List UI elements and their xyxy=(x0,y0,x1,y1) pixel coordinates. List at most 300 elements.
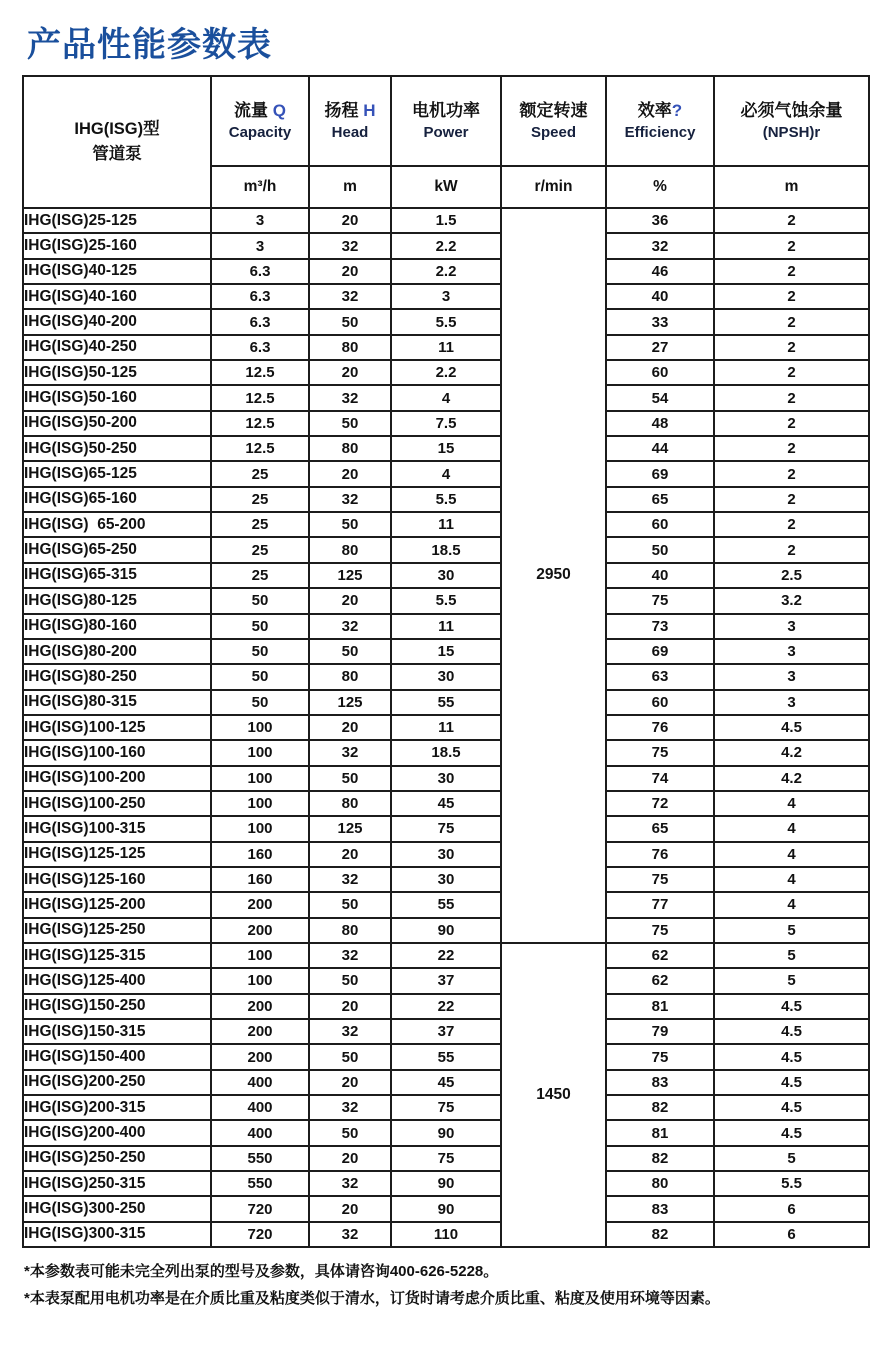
head-cell: 50 xyxy=(309,968,391,993)
power-cell: 37 xyxy=(391,968,501,993)
head-cell: 20 xyxy=(309,715,391,740)
npsh-cell: 3 xyxy=(714,614,869,639)
unit-speed: r/min xyxy=(501,166,606,208)
capacity-cell: 100 xyxy=(211,766,309,791)
npsh-cell: 3.2 xyxy=(714,588,869,613)
capacity-cell: 100 xyxy=(211,740,309,765)
capacity-cell: 400 xyxy=(211,1095,309,1120)
head-cell: 50 xyxy=(309,1120,391,1145)
table-row xyxy=(23,690,869,715)
capacity-cell: 200 xyxy=(211,994,309,1019)
capacity-cell: 100 xyxy=(211,791,309,816)
model-cell: IHG(ISG)250-315 xyxy=(23,1171,211,1196)
table-row xyxy=(23,537,869,562)
capacity-cell: 550 xyxy=(211,1146,309,1171)
table-row xyxy=(23,436,869,461)
npsh-cell: 2 xyxy=(714,284,869,309)
table-row xyxy=(23,208,869,233)
table-row xyxy=(23,309,869,334)
capacity-cell: 25 xyxy=(211,512,309,537)
head-cell: 32 xyxy=(309,385,391,410)
model-cell: IHG(ISG)100-125 xyxy=(23,715,211,740)
power-cell: 11 xyxy=(391,715,501,740)
model-cell: IHG(ISG)40-125 xyxy=(23,259,211,284)
table-row xyxy=(23,664,869,689)
power-cell: 75 xyxy=(391,1095,501,1120)
power-cell: 18.5 xyxy=(391,537,501,562)
table-row xyxy=(23,968,869,993)
efficiency-cell: 48 xyxy=(606,411,714,436)
capacity-cell: 12.5 xyxy=(211,436,309,461)
head-cell: 32 xyxy=(309,740,391,765)
efficiency-cell: 63 xyxy=(606,664,714,689)
capacity-cell: 100 xyxy=(211,715,309,740)
model-cell: IHG(ISG)80-315 xyxy=(23,690,211,715)
power-cell: 90 xyxy=(391,1120,501,1145)
model-cell: IHG(ISG)100-200 xyxy=(23,766,211,791)
efficiency-cell: 69 xyxy=(606,461,714,486)
efficiency-cell: 75 xyxy=(606,918,714,943)
footnotes xyxy=(24,1258,720,1312)
head-cell: 80 xyxy=(309,791,391,816)
efficiency-cell: 75 xyxy=(606,1044,714,1069)
npsh-cell: 2 xyxy=(714,233,869,258)
head-cell: 20 xyxy=(309,360,391,385)
efficiency-cell: 62 xyxy=(606,968,714,993)
capacity-cell: 12.5 xyxy=(211,360,309,385)
head-cell: 80 xyxy=(309,436,391,461)
efficiency-cell: 62 xyxy=(606,943,714,968)
capacity-cell: 50 xyxy=(211,664,309,689)
capacity-cell: 3 xyxy=(211,208,309,233)
table-row xyxy=(23,385,869,410)
model-cell: IHG(ISG)150-315 xyxy=(23,1019,211,1044)
power-cell: 55 xyxy=(391,690,501,715)
head-cell: 20 xyxy=(309,1070,391,1095)
capacity-cell: 6.3 xyxy=(211,335,309,360)
efficiency-cell: 75 xyxy=(606,867,714,892)
npsh-cell: 2 xyxy=(714,309,869,334)
unit-power: kW xyxy=(391,166,501,208)
header-head-zh: 扬程 xyxy=(324,100,359,120)
header-capacity-zh: 流量 xyxy=(234,100,269,120)
model-cell: IHG(ISG)125-160 xyxy=(23,867,211,892)
power-cell: 30 xyxy=(391,766,501,791)
model-cell: IHG(ISG)65-125 xyxy=(23,461,211,486)
table-row xyxy=(23,918,869,943)
efficiency-cell: 60 xyxy=(606,512,714,537)
head-cell: 80 xyxy=(309,918,391,943)
efficiency-cell: 83 xyxy=(606,1196,714,1221)
table-row xyxy=(23,867,869,892)
efficiency-cell: 33 xyxy=(606,309,714,334)
head-cell: 32 xyxy=(309,1171,391,1196)
power-cell: 15 xyxy=(391,436,501,461)
head-cell: 32 xyxy=(309,614,391,639)
table-row xyxy=(23,512,869,537)
table-row xyxy=(23,284,869,309)
capacity-cell: 200 xyxy=(211,892,309,917)
header-efficiency-zh: 效率 xyxy=(637,100,672,120)
unit-npsh: m xyxy=(714,166,869,208)
table-row xyxy=(23,487,869,512)
npsh-cell: 2 xyxy=(714,385,869,410)
npsh-cell: 2 xyxy=(714,436,869,461)
efficiency-cell: 80 xyxy=(606,1171,714,1196)
table-row xyxy=(23,740,869,765)
power-cell: 5.5 xyxy=(391,487,501,512)
table-row xyxy=(23,563,869,588)
head-cell: 50 xyxy=(309,639,391,664)
table-row xyxy=(23,892,869,917)
header-capacity-symbol: Q xyxy=(272,100,286,120)
npsh-cell: 4.5 xyxy=(714,1095,869,1120)
power-cell: 11 xyxy=(391,335,501,360)
efficiency-cell: 82 xyxy=(606,1146,714,1171)
model-cell: IHG(ISG)50-250 xyxy=(23,436,211,461)
power-cell: 5.5 xyxy=(391,588,501,613)
table-row xyxy=(23,1196,869,1221)
power-cell: 2.2 xyxy=(391,360,501,385)
head-cell: 32 xyxy=(309,867,391,892)
efficiency-cell: 54 xyxy=(606,385,714,410)
header-power xyxy=(391,76,501,166)
head-cell: 32 xyxy=(309,1095,391,1120)
model-cell: IHG(ISG)150-400 xyxy=(23,1044,211,1069)
npsh-cell: 4.2 xyxy=(714,740,869,765)
power-cell: 90 xyxy=(391,1196,501,1221)
npsh-cell: 4 xyxy=(714,816,869,841)
npsh-cell: 4.2 xyxy=(714,766,869,791)
header-power-en: Power xyxy=(423,123,469,141)
capacity-cell: 160 xyxy=(211,867,309,892)
npsh-cell: 3 xyxy=(714,664,869,689)
header-speed-en: Speed xyxy=(530,123,576,141)
model-cell: IHG(ISG)50-200 xyxy=(23,411,211,436)
table-row xyxy=(23,1070,869,1095)
header-speed xyxy=(501,76,606,166)
table-row xyxy=(23,1171,869,1196)
power-cell: 110 xyxy=(391,1222,501,1247)
head-cell: 50 xyxy=(309,309,391,334)
npsh-cell: 2 xyxy=(714,461,869,486)
table-row xyxy=(23,461,869,486)
capacity-cell: 50 xyxy=(211,614,309,639)
head-cell: 20 xyxy=(309,842,391,867)
table-row xyxy=(23,233,869,258)
npsh-cell: 5 xyxy=(714,968,869,993)
speed-cell: 1450 xyxy=(501,943,606,1247)
model-cell: IHG(ISG)80-200 xyxy=(23,639,211,664)
model-cell: IHG(ISG)25-160 xyxy=(23,233,211,258)
head-cell: 125 xyxy=(309,816,391,841)
npsh-cell: 5 xyxy=(714,918,869,943)
header-head xyxy=(309,76,391,166)
power-cell: 5.5 xyxy=(391,309,501,334)
capacity-cell: 25 xyxy=(211,563,309,588)
npsh-cell: 4.5 xyxy=(714,1019,869,1044)
capacity-cell: 720 xyxy=(211,1222,309,1247)
npsh-cell: 5 xyxy=(714,1146,869,1171)
power-cell: 75 xyxy=(391,816,501,841)
model-cell: IHG(ISG)125-400 xyxy=(23,968,211,993)
speed-cell: 2950 xyxy=(501,208,606,943)
npsh-cell: 2 xyxy=(714,487,869,512)
npsh-cell: 4.5 xyxy=(714,994,869,1019)
model-cell: IHG(ISG)200-315 xyxy=(23,1095,211,1120)
header-speed-zh: 额定转速 xyxy=(519,100,588,120)
table-row xyxy=(23,842,869,867)
performance-spec-table xyxy=(22,75,870,1248)
model-cell: IHG(ISG)40-160 xyxy=(23,284,211,309)
capacity-cell: 160 xyxy=(211,842,309,867)
capacity-cell: 50 xyxy=(211,588,309,613)
capacity-cell: 400 xyxy=(211,1120,309,1145)
footnote-2: *本表泵配用电机功率是在介质比重及粘度类似于清水，订货时请考虑介质比重、粘度及使用环境等因素。 xyxy=(24,1290,720,1307)
npsh-cell: 2 xyxy=(714,360,869,385)
table-row xyxy=(23,639,869,664)
npsh-cell: 6 xyxy=(714,1196,869,1221)
table-row xyxy=(23,335,869,360)
efficiency-cell: 60 xyxy=(606,360,714,385)
head-cell: 32 xyxy=(309,1019,391,1044)
capacity-cell: 50 xyxy=(211,639,309,664)
power-cell: 30 xyxy=(391,563,501,588)
capacity-cell: 25 xyxy=(211,537,309,562)
efficiency-cell: 69 xyxy=(606,639,714,664)
model-cell: IHG(ISG)50-160 xyxy=(23,385,211,410)
npsh-cell: 2 xyxy=(714,411,869,436)
efficiency-cell: 40 xyxy=(606,284,714,309)
power-cell: 45 xyxy=(391,791,501,816)
table-row xyxy=(23,259,869,284)
header-npsh-zh: 必须气蚀余量 xyxy=(740,100,843,120)
power-cell: 11 xyxy=(391,614,501,639)
efficiency-cell: 82 xyxy=(606,1222,714,1247)
table-row xyxy=(23,411,869,436)
capacity-cell: 200 xyxy=(211,918,309,943)
header-efficiency-en: Efficiency xyxy=(624,123,696,141)
head-cell: 32 xyxy=(309,487,391,512)
efficiency-cell: 75 xyxy=(606,588,714,613)
npsh-cell: 2 xyxy=(714,208,869,233)
head-cell: 80 xyxy=(309,664,391,689)
efficiency-cell: 50 xyxy=(606,537,714,562)
table-row xyxy=(23,1044,869,1069)
npsh-cell: 4.5 xyxy=(714,1120,869,1145)
unit-capacity: m³/h xyxy=(211,166,309,208)
power-cell: 30 xyxy=(391,842,501,867)
capacity-cell: 12.5 xyxy=(211,385,309,410)
npsh-cell: 4 xyxy=(714,892,869,917)
head-cell: 20 xyxy=(309,208,391,233)
head-cell: 20 xyxy=(309,994,391,1019)
power-cell: 30 xyxy=(391,664,501,689)
header-power-zh: 电机功率 xyxy=(412,100,480,120)
header-head-symbol: H xyxy=(363,100,376,120)
table-row xyxy=(23,943,869,968)
table-row xyxy=(23,1222,869,1247)
header-npsh-en: (NPSH)r xyxy=(762,123,821,141)
power-cell: 45 xyxy=(391,1070,501,1095)
npsh-cell: 5 xyxy=(714,943,869,968)
capacity-cell: 6.3 xyxy=(211,259,309,284)
efficiency-cell: 65 xyxy=(606,487,714,512)
npsh-cell: 2 xyxy=(714,537,869,562)
power-cell: 90 xyxy=(391,918,501,943)
model-cell: IHG(ISG)125-200 xyxy=(23,892,211,917)
capacity-cell: 100 xyxy=(211,816,309,841)
efficiency-cell: 81 xyxy=(606,1120,714,1145)
head-cell: 20 xyxy=(309,461,391,486)
efficiency-cell: 36 xyxy=(606,208,714,233)
header-efficiency-symbol: ? xyxy=(671,100,683,120)
model-cell: IHG(ISG)80-250 xyxy=(23,664,211,689)
model-cell: IHG(ISG)200-400 xyxy=(23,1120,211,1145)
model-cell: IHG(ISG)100-315 xyxy=(23,816,211,841)
efficiency-cell: 75 xyxy=(606,740,714,765)
efficiency-cell: 65 xyxy=(606,816,714,841)
power-cell: 3 xyxy=(391,284,501,309)
model-cell: IHG(ISG)65-250 xyxy=(23,537,211,562)
efficiency-cell: 73 xyxy=(606,614,714,639)
head-cell: 125 xyxy=(309,690,391,715)
model-cell: IHG(ISG)100-250 xyxy=(23,791,211,816)
power-cell: 4 xyxy=(391,461,501,486)
npsh-cell: 5.5 xyxy=(714,1171,869,1196)
header-head-en: Head xyxy=(331,123,369,141)
head-cell: 32 xyxy=(309,1222,391,1247)
head-cell: 80 xyxy=(309,537,391,562)
npsh-cell: 6 xyxy=(714,1222,869,1247)
table-row xyxy=(23,715,869,740)
efficiency-cell: 46 xyxy=(606,259,714,284)
npsh-cell: 4 xyxy=(714,791,869,816)
header-efficiency xyxy=(606,76,714,166)
capacity-cell: 100 xyxy=(211,943,309,968)
capacity-cell: 25 xyxy=(211,461,309,486)
header-model-line2: 管道泵 xyxy=(92,145,142,163)
table-row xyxy=(23,1095,869,1120)
table-row xyxy=(23,360,869,385)
header-model-line1: IHG(ISG)型 xyxy=(74,120,160,139)
head-cell: 50 xyxy=(309,411,391,436)
efficiency-cell: 32 xyxy=(606,233,714,258)
efficiency-cell: 76 xyxy=(606,715,714,740)
head-cell: 125 xyxy=(309,563,391,588)
head-cell: 50 xyxy=(309,512,391,537)
table-row xyxy=(23,1120,869,1145)
power-cell: 30 xyxy=(391,867,501,892)
table-row xyxy=(23,791,869,816)
efficiency-cell: 76 xyxy=(606,842,714,867)
efficiency-cell: 82 xyxy=(606,1095,714,1120)
model-cell: IHG(ISG)250-250 xyxy=(23,1146,211,1171)
efficiency-cell: 81 xyxy=(606,994,714,1019)
efficiency-cell: 27 xyxy=(606,335,714,360)
npsh-cell: 4.5 xyxy=(714,1044,869,1069)
capacity-cell: 3 xyxy=(211,233,309,258)
power-cell: 37 xyxy=(391,1019,501,1044)
npsh-cell: 3 xyxy=(714,690,869,715)
model-cell: IHG(ISG)125-315 xyxy=(23,943,211,968)
capacity-cell: 550 xyxy=(211,1171,309,1196)
head-cell: 80 xyxy=(309,335,391,360)
npsh-cell: 4 xyxy=(714,867,869,892)
table-row xyxy=(23,1146,869,1171)
table-row xyxy=(23,1019,869,1044)
model-cell: IHG(ISG)25-125 xyxy=(23,208,211,233)
capacity-cell: 400 xyxy=(211,1070,309,1095)
model-cell: IHG(ISG)125-250 xyxy=(23,918,211,943)
table-row xyxy=(23,588,869,613)
power-cell: 7.5 xyxy=(391,411,501,436)
npsh-cell: 2 xyxy=(714,259,869,284)
capacity-cell: 200 xyxy=(211,1044,309,1069)
model-cell: IHG(ISG)80-160 xyxy=(23,614,211,639)
table-header xyxy=(23,76,869,208)
efficiency-cell: 77 xyxy=(606,892,714,917)
unit-head: m xyxy=(309,166,391,208)
table-row xyxy=(23,766,869,791)
model-cell: IHG(ISG)100-160 xyxy=(23,740,211,765)
model-cell: IHG(ISG)65-160 xyxy=(23,487,211,512)
model-cell: IHG(ISG)40-200 xyxy=(23,309,211,334)
npsh-cell: 3 xyxy=(714,639,869,664)
head-cell: 32 xyxy=(309,943,391,968)
head-cell: 50 xyxy=(309,766,391,791)
header-capacity xyxy=(211,76,309,166)
power-cell: 90 xyxy=(391,1171,501,1196)
power-cell: 11 xyxy=(391,512,501,537)
capacity-cell: 200 xyxy=(211,1019,309,1044)
efficiency-cell: 40 xyxy=(606,563,714,588)
power-cell: 15 xyxy=(391,639,501,664)
capacity-cell: 720 xyxy=(211,1196,309,1221)
head-cell: 20 xyxy=(309,259,391,284)
head-cell: 32 xyxy=(309,284,391,309)
power-cell: 55 xyxy=(391,1044,501,1069)
efficiency-cell: 83 xyxy=(606,1070,714,1095)
model-cell: IHG(ISG) 65-200 xyxy=(23,512,211,537)
capacity-cell: 100 xyxy=(211,968,309,993)
model-cell: IHG(ISG)150-250 xyxy=(23,994,211,1019)
efficiency-cell: 74 xyxy=(606,766,714,791)
header-capacity-en: Capacity xyxy=(228,123,292,141)
npsh-cell: 4.5 xyxy=(714,715,869,740)
capacity-cell: 50 xyxy=(211,690,309,715)
head-cell: 32 xyxy=(309,233,391,258)
header-npsh xyxy=(714,76,869,166)
efficiency-cell: 72 xyxy=(606,791,714,816)
model-cell: IHG(ISG)300-250 xyxy=(23,1196,211,1221)
unit-efficiency: % xyxy=(606,166,714,208)
power-cell: 2.2 xyxy=(391,233,501,258)
head-cell: 20 xyxy=(309,1196,391,1221)
power-cell: 22 xyxy=(391,943,501,968)
head-cell: 20 xyxy=(309,1146,391,1171)
model-cell: IHG(ISG)80-125 xyxy=(23,588,211,613)
model-cell: IHG(ISG)65-315 xyxy=(23,563,211,588)
model-cell: IHG(ISG)125-125 xyxy=(23,842,211,867)
npsh-cell: 2 xyxy=(714,512,869,537)
model-cell: IHG(ISG)50-125 xyxy=(23,360,211,385)
npsh-cell: 4.5 xyxy=(714,1070,869,1095)
model-cell: IHG(ISG)300-315 xyxy=(23,1222,211,1247)
capacity-cell: 6.3 xyxy=(211,284,309,309)
header-model xyxy=(23,76,211,208)
capacity-cell: 12.5 xyxy=(211,411,309,436)
